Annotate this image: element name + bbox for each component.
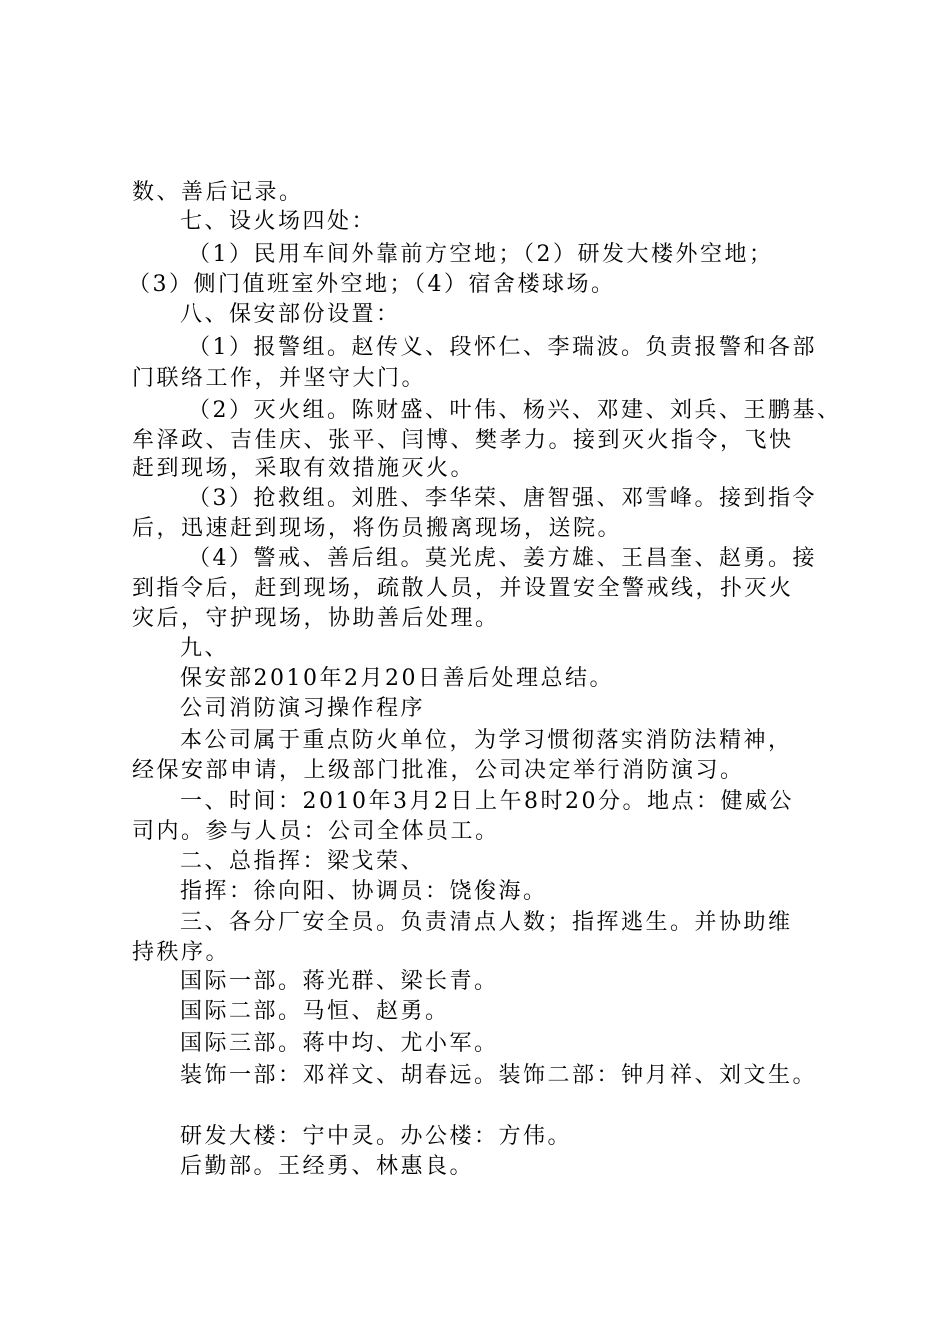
text-line: （4）警戒、善后组。莫光虎、姜方雄、王昌奎、赵勇。接	[188, 546, 817, 571]
text-line: 公司消防演习操作程序	[180, 696, 426, 721]
text-line: 本公司属于重点防火单位，为学习惯彻落实消防法精神，	[180, 728, 793, 753]
text-line: （1）报警组。赵传义、段怀仁、李瑞波。负责报警和各部	[188, 335, 817, 360]
text-line: （3）侧门值班室外空地；（4）宿舍楼球场。	[128, 272, 616, 297]
text-line: 赶到现场，采取有效措施灭火。	[132, 456, 476, 481]
text-line: 九、	[180, 636, 230, 661]
text-line: 门联络工作，并坚守大门。	[132, 366, 427, 391]
text-line: （2）灭火组。陈财盛、叶伟、杨兴、邓建、刘兵、王鹏基、	[188, 398, 842, 423]
text-line: 国际一部。蒋光群、梁长青。	[180, 969, 499, 994]
text-line: （1）民用车间外靠前方空地；（2）研发大楼外空地；	[188, 242, 774, 267]
text-line: 二、总指挥：梁戈荣、	[180, 849, 426, 874]
text-line: 经保安部申请，上级部门批准，公司决定举行消防演习。	[132, 758, 745, 783]
text-line: 装饰一部：邓祥文、胡春远。装饰二部：钟月祥、刘文生。	[180, 1063, 818, 1088]
text-line: 三、各分厂安全员。负责清点人数；指挥逃生。并协助维	[180, 910, 793, 935]
text-line: （3）抢救组。刘胜、李华荣、唐智强、邓雪峰。接到指令	[188, 486, 817, 511]
text-line: 到指令后，赶到现场，疏散人员，并设置安全警戒线，扑灭火	[132, 576, 794, 601]
text-line: 持秩序。	[132, 940, 231, 965]
text-line: 七、设火场四处：	[180, 209, 377, 234]
text-line: 国际二部。马恒、赵勇。	[180, 999, 450, 1024]
text-line: 研发大楼：宁中灵。办公楼：方伟。	[180, 1124, 573, 1149]
text-line: 数、善后记录。	[132, 180, 304, 205]
text-line: 灾后，守护现场，协助善后处理。	[132, 606, 500, 631]
text-line: 国际三部。蒋中均、尤小军。	[180, 1031, 499, 1056]
text-line: 保安部2010年2月20日善后处理总结。	[180, 666, 614, 691]
text-line: 后勤部。王经勇、林惠良。	[180, 1154, 475, 1179]
text-line: 一、时间：2010年3月2日上午8时20分。地点：健威公	[180, 789, 794, 814]
text-line: 八、保安部份设置：	[180, 302, 401, 327]
text-line: 牟泽政、吉佳庆、张平、闫博、樊孝力。接到灭火指令，飞快	[132, 428, 794, 453]
text-line: 指挥：徐向阳、协调员：饶俊海。	[180, 879, 548, 904]
text-line: 后，迅速赶到现场，将伤员搬离现场，送院。	[132, 516, 623, 541]
text-line: 司内。参与人员：公司全体员工。	[132, 819, 500, 844]
